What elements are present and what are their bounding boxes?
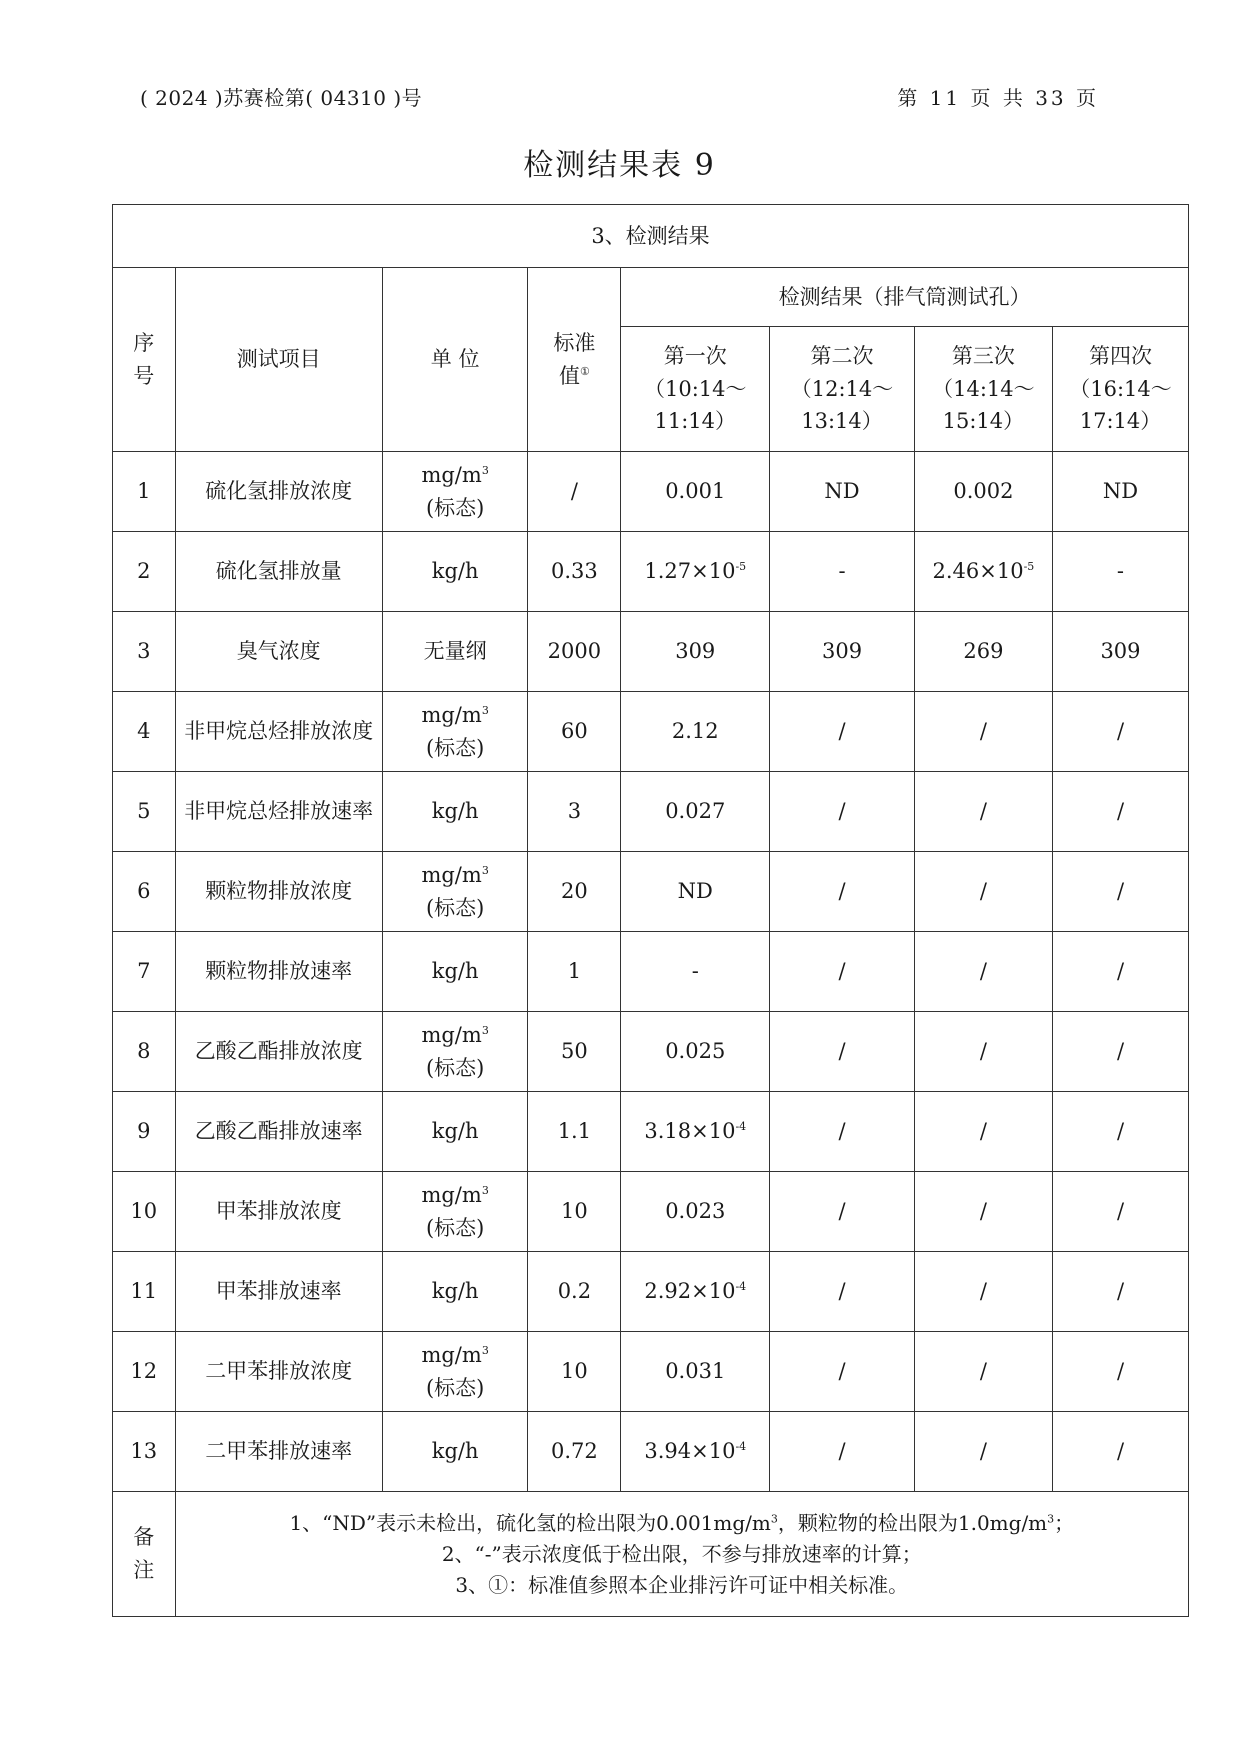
data-rows (113, 452, 1189, 1492)
cell-unit: kg/h (382, 1252, 528, 1332)
cell-run-3: / (914, 1092, 1052, 1172)
cell-no: 5 (113, 772, 176, 852)
cell-run-3: 0.002 (914, 452, 1052, 532)
cell-run-1: $1.27\times 10^{-5}$ (621, 532, 770, 612)
cell-no: 7 (113, 932, 176, 1012)
cell-run-1: ND (621, 852, 770, 932)
cell-standard: 20 (528, 852, 621, 932)
table-row (113, 932, 1189, 1012)
cell-standard: 3 (528, 772, 621, 852)
cell-run-1: $3.94\times 10^{-4}$ (621, 1412, 770, 1492)
page-info: 第 11 页 共 33 页 (897, 86, 1099, 110)
cell-no: 1 (113, 452, 176, 532)
cell-run-4: / (1052, 1332, 1188, 1412)
table-row (113, 532, 1189, 612)
cell-run-2: / (770, 1092, 915, 1172)
header-run-4: 第四次 （16:14～ 17:14） (1052, 327, 1188, 452)
cell-run-4: / (1052, 1172, 1188, 1252)
cell-item: 颗粒物排放速率 (175, 932, 382, 1012)
cell-unit: $mg/m^3$ (标态) (382, 452, 528, 532)
cell-run-2: 309 (770, 612, 915, 692)
cell-standard: 10 (528, 1172, 621, 1252)
cell-item: 非甲烷总烃排放速率 (175, 772, 382, 852)
note-3: 3、①：标准值参照本企业排污许可证中相关标准。 (455, 1572, 909, 1597)
cell-item: 乙酸乙酯排放速率 (175, 1092, 382, 1172)
cell-item: 硫化氢排放浓度 (175, 452, 382, 532)
cell-run-2: ND (770, 452, 915, 532)
cell-run-3: / (914, 1412, 1052, 1492)
header-item: 测试项目 (175, 268, 382, 452)
cell-run-4: / (1052, 1412, 1188, 1492)
cell-unit: $mg/m^3$ (标态) (382, 1012, 528, 1092)
table-row (113, 772, 1189, 852)
cell-run-2: / (770, 1172, 915, 1252)
cell-run-1: $2.92\times 10^{-4}$ (621, 1252, 770, 1332)
cell-item: 甲苯排放速率 (175, 1252, 382, 1332)
cell-run-4: / (1052, 1092, 1188, 1172)
page-title: 检测结果表 9 (523, 148, 716, 183)
cell-run-4: 309 (1052, 612, 1188, 692)
cell-item: 乙酸乙酯排放浓度 (175, 1012, 382, 1092)
cell-no: 4 (113, 692, 176, 772)
cell-item: 二甲苯排放速率 (175, 1412, 382, 1492)
table-row (113, 692, 1189, 772)
cell-no: 12 (113, 1332, 176, 1412)
cell-run-2: / (770, 852, 915, 932)
cell-run-2: / (770, 772, 915, 852)
header-unit: 单 位 (382, 268, 528, 452)
header-run-1: 第一次 （10:14～ 11:14） (621, 327, 770, 452)
report-number: ( 2024 )苏赛检第( 04310 )号 (140, 86, 423, 110)
header-run-2: 第二次 （12:14～ 13:14） (770, 327, 915, 452)
cell-unit: kg/h (382, 932, 528, 1012)
cell-run-1: 0.031 (621, 1332, 770, 1412)
cell-unit: $mg/m^3$ (标态) (382, 1332, 528, 1412)
cell-run-1: 0.025 (621, 1012, 770, 1092)
cell-run-2: - (770, 532, 915, 612)
cell-unit: kg/h (382, 1092, 528, 1172)
cell-run-4: / (1052, 692, 1188, 772)
cell-standard: 0.72 (528, 1412, 621, 1492)
cell-no: 10 (113, 1172, 176, 1252)
header-run-3: 第三次 （14:14～ 15:14） (914, 327, 1052, 452)
cell-unit: kg/h (382, 1412, 528, 1492)
table-row (113, 1172, 1189, 1252)
cell-standard: 0.2 (528, 1252, 621, 1332)
cell-run-2: / (770, 932, 915, 1012)
cell-run-3: / (914, 1252, 1052, 1332)
cell-standard: 0.33 (528, 532, 621, 612)
cell-no: 13 (113, 1412, 176, 1492)
cell-unit: $mg/m^3$ (标态) (382, 1172, 528, 1252)
table-row (113, 612, 1189, 692)
cell-run-3: / (914, 1332, 1052, 1412)
cell-run-3: / (914, 852, 1052, 932)
cell-run-3: / (914, 1172, 1052, 1252)
header-standard: 标准 值① (528, 268, 621, 452)
cell-no: 9 (113, 1092, 176, 1172)
cell-item: 非甲烷总烃排放浓度 (175, 692, 382, 772)
cell-run-4: - (1052, 532, 1188, 612)
cell-run-3: / (914, 692, 1052, 772)
table-row (113, 1412, 1189, 1492)
cell-run-2: / (770, 1012, 915, 1092)
cell-run-1: 309 (621, 612, 770, 692)
cell-item: 臭气浓度 (175, 612, 382, 692)
notes-body (175, 1492, 1188, 1617)
notes-label: 备 注 (113, 1492, 176, 1617)
cell-item: 二甲苯排放浓度 (175, 1332, 382, 1412)
table-row (113, 1092, 1189, 1172)
cell-no: 6 (113, 852, 176, 932)
cell-unit: $mg/m^3$ (标态) (382, 692, 528, 772)
cell-run-1: $3.18\times 10^{-4}$ (621, 1092, 770, 1172)
cell-run-2: / (770, 1252, 915, 1332)
header-seq: 序 号 (113, 268, 176, 452)
cell-run-3: 269 (914, 612, 1052, 692)
cell-unit: kg/h (382, 772, 528, 852)
cell-item: 硫化氢排放量 (175, 532, 382, 612)
note-1: 1、“ND”表示未检出，硫化氢的检出限为$0.001mg/m^3$，颗粒物的检出限为$1.0mg/m^3$； (289, 1510, 1075, 1535)
cell-run-3: / (914, 772, 1052, 852)
cell-run-2: / (770, 1412, 915, 1492)
cell-item: 甲苯排放浓度 (175, 1172, 382, 1252)
cell-no: 3 (113, 612, 176, 692)
cell-run-4: / (1052, 772, 1188, 852)
cell-item: 颗粒物排放浓度 (175, 852, 382, 932)
cell-unit: kg/h (382, 532, 528, 612)
table-row (113, 852, 1189, 932)
cell-unit: 无量纲 (382, 612, 528, 692)
note-2: 2、“-”表示浓度低于检出限，不参与排放速率的计算； (441, 1541, 922, 1566)
cell-run-4: / (1052, 932, 1188, 1012)
table-row (113, 1252, 1189, 1332)
cell-no: 2 (113, 532, 176, 612)
cell-run-4: / (1052, 1012, 1188, 1092)
cell-run-2: / (770, 692, 915, 772)
cell-standard: 60 (528, 692, 621, 772)
results-table (112, 204, 1189, 1617)
cell-run-1: - (621, 932, 770, 1012)
cell-standard: 1 (528, 932, 621, 1012)
cell-run-1: 0.001 (621, 452, 770, 532)
table-row (113, 1012, 1189, 1092)
cell-run-1: 2.12 (621, 692, 770, 772)
cell-unit: $mg/m^3$ (标态) (382, 852, 528, 932)
cell-run-4: / (1052, 1252, 1188, 1332)
cell-standard: 10 (528, 1332, 621, 1412)
cell-standard: 1.1 (528, 1092, 621, 1172)
cell-standard: / (528, 452, 621, 532)
cell-run-1: 0.027 (621, 772, 770, 852)
cell-run-4: ND (1052, 452, 1188, 532)
footnote-mark: ① (579, 364, 590, 378)
cell-run-2: / (770, 1332, 915, 1412)
table-row (113, 452, 1189, 532)
cell-standard: 50 (528, 1012, 621, 1092)
cell-no: 11 (113, 1252, 176, 1332)
cell-run-1: 0.023 (621, 1172, 770, 1252)
cell-run-3: / (914, 932, 1052, 1012)
table-row (113, 1332, 1189, 1412)
cell-standard: 2000 (528, 612, 621, 692)
section-label: 3、检测结果 (113, 205, 1189, 268)
cell-no: 8 (113, 1012, 176, 1092)
header-results-group: 检测结果（排气筒测试孔） (621, 268, 1189, 327)
cell-run-3: $2.46\times 10^{-5}$ (914, 532, 1052, 612)
cell-run-4: / (1052, 852, 1188, 932)
cell-run-3: / (914, 1012, 1052, 1092)
